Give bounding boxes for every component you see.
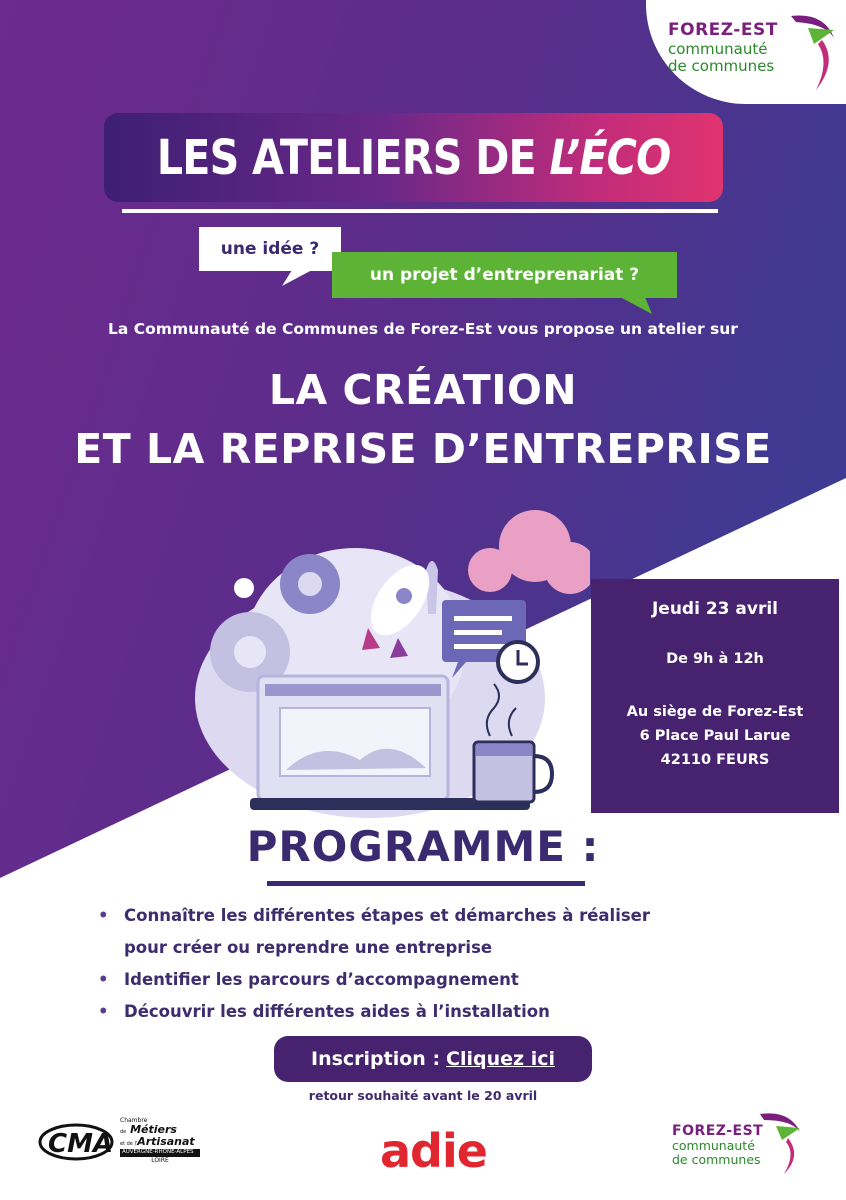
banner-title-eco: L’ÉCO (549, 129, 671, 186)
inscription-link[interactable]: Cliquez ici (446, 1048, 555, 1070)
cma-line3: Artisanat (137, 1134, 195, 1148)
place-line-1: Au siège de Forez-Est (626, 704, 804, 720)
logo-subtitle-1: communauté (672, 1138, 755, 1153)
event-info-box (591, 579, 839, 813)
cma-dept: LOIRE (151, 1157, 169, 1165)
programme-title: PROGRAMME : (246, 822, 600, 871)
bullet-icon: • (98, 1002, 109, 1021)
event-date: Jeudi 23 avril (651, 599, 779, 619)
place-line-3: 42110 FEURS (660, 752, 770, 768)
inscription-label: Inscription : (311, 1048, 441, 1070)
idea-text: une idée ? (220, 239, 320, 259)
cma-mark-icon (38, 1122, 128, 1162)
programme-item-text: Connaître les différentes étapes et démarches à réaliser (124, 906, 650, 925)
programme-item (98, 900, 798, 964)
cma-logo[interactable] (38, 1118, 198, 1178)
main-title-line2: ET LA REPRISE D’ENTREPRISE (74, 425, 772, 473)
cloud-icon (468, 510, 590, 594)
clock-icon (498, 642, 538, 682)
programme-item (98, 996, 798, 1028)
svg-text:CMA: CMA (48, 1129, 114, 1159)
programme-item-text-cont: pour créer ou reprendre une entreprise (124, 938, 493, 957)
cma-de: de (120, 1129, 127, 1136)
intro-text: La Communauté de Communes de Forez-Est vous propose un atelier sur (108, 320, 738, 338)
programme-underline (267, 881, 585, 886)
programme-list (98, 900, 798, 1028)
cma-line2: Métiers (130, 1123, 177, 1137)
logo-name: FOREZ-EST (672, 1123, 764, 1139)
banner-title: LES ATELIERS DE (156, 129, 550, 186)
event-time: De 9h à 12h (666, 651, 764, 667)
idea-bubble (199, 227, 341, 271)
logo-subtitle-1: communauté (668, 40, 768, 58)
project-bubble (332, 252, 677, 298)
programme-item-text: Identifier les parcours d’accompagnement (124, 970, 519, 989)
bullet-icon: • (98, 906, 109, 925)
bullet-icon: • (98, 970, 109, 989)
logo-subtitle-2: de communes (672, 1151, 761, 1167)
event-place (591, 700, 839, 772)
inscription-deadline: retour souhaité avant le 20 avril (308, 1088, 538, 1103)
project-text: un projet d’entreprenariat ? (369, 265, 640, 285)
place-line-2: 6 Place Paul Larue (639, 728, 791, 744)
logo-name: FOREZ-EST (668, 20, 778, 40)
main-title-line1: LA CRÉATION (268, 366, 578, 414)
adie-logo[interactable]: adie (380, 1124, 487, 1178)
logo-subtitle-2: de communes (668, 57, 775, 75)
programme-item-text: Découvrir les différentes aides à l’installation (124, 1002, 550, 1021)
cma-etde: et de l' (120, 1140, 138, 1147)
inscription-button[interactable] (274, 1036, 592, 1082)
startup-illustration (190, 498, 590, 818)
programme-item (98, 964, 798, 996)
cma-line1: Chambre (120, 1117, 148, 1124)
cma-region: AUVERGNE-RHÔNE-ALPES (120, 1149, 200, 1157)
forez-est-logo-bottom[interactable] (666, 1108, 816, 1178)
